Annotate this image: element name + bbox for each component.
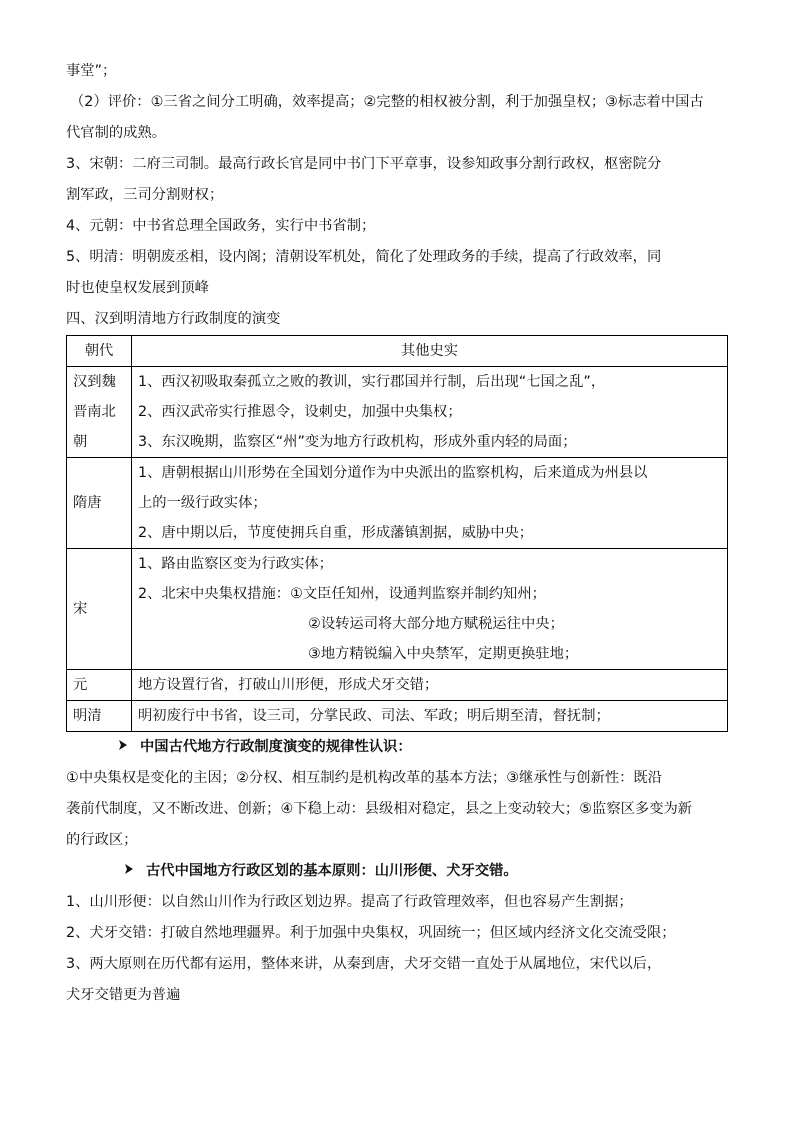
fact-line: 地方设置行省，打破山川形便，形成犬牙交错； <box>138 677 439 693</box>
text-line: 的行政区； <box>66 832 138 848</box>
dynasty-cell: 宋 <box>67 549 132 670</box>
fact-line: 明初废行中书省，设三司，分掌民政、司法、军政；明后期至清，督抚制； <box>138 708 610 724</box>
facts-cell <box>132 701 728 732</box>
text-line: 3、两大原则在历代都有运用，整体来讲，从秦到唐，犬牙交错一直处于从属地位，宋代以后， <box>66 956 662 972</box>
header-dynasty: 朝代 <box>67 336 132 367</box>
fact-line: 1、路由监察区变为行政实体； <box>138 556 333 572</box>
fact-line: 1、西汉初吸取秦孤立之败的教训，实行郡国并行制，后出现“七国之乱”， <box>138 374 606 390</box>
table-row <box>67 670 728 701</box>
section-heading: 四、汉到明清地方行政制度的演变 <box>66 311 281 327</box>
bullet-heading <box>66 732 730 763</box>
table-header-row <box>67 336 728 367</box>
table-row <box>67 458 728 549</box>
text-line: 1、山川形便：以自然山川作为行政区划边界。提高了行政管理效率，但也容易产生割据； <box>66 894 633 910</box>
header-facts: 其他史实 <box>132 336 728 367</box>
fact-line: 1、唐朝根据山川形势在全国划分道作为中央派出的监察机构，后来道成为州县以 <box>138 465 648 481</box>
text-line: 2、犬牙交错：打破自然地理疆界。利于加强中央集权，巩固统一；但区域内经济文化交流受限； <box>66 925 676 941</box>
right-triangle-bullet-icon <box>118 732 140 763</box>
text-line: 3、宋朝：二府三司制。最高行政长官是同中书门下平章事，设参知政事分割行政权，枢密院分 <box>66 156 662 172</box>
facts-cell <box>132 458 728 549</box>
bullet-heading <box>66 856 730 887</box>
text-line: 犬牙交错更为普遍 <box>66 987 181 1003</box>
dynasty-cell: 隋唐 <box>67 458 132 549</box>
right-triangle-bullet-icon <box>124 856 146 887</box>
document-content <box>66 56 730 1011</box>
table-row <box>67 701 728 732</box>
fact-line: 2、北宋中央集权措施：①文臣任知州，设通判监察并制约知州； <box>138 586 546 602</box>
facts-cell <box>132 549 728 670</box>
dynasty-cell: 汉到魏晋南北朝 <box>67 367 132 458</box>
facts-cell <box>132 367 728 458</box>
fact-line: ②设转运司将大部分地方赋税运往中央； <box>308 616 564 632</box>
text-line: ①中央集权是变化的主因；②分权、相互制约是机构改革的基本方法；③继承性与创新性：既沿 <box>66 770 663 786</box>
facts-cell <box>132 670 728 701</box>
text-line: 代官制的成熟。 <box>66 125 167 141</box>
text-line: （2）评价：①三省之间分工明确，效率提高；②完整的相权被分割，利于加强皇权；③标志着中国古 <box>70 94 704 110</box>
text-line: 事堂”； <box>66 63 117 79</box>
fact-line: 3、东汉晚期，监察区“州”变为地方行政机构，形成外重内轻的局面； <box>138 434 577 450</box>
bullet-heading-text: 古代中国地方行政区划的基本原则：山川形便、犬牙交错。 <box>146 863 518 879</box>
dynasty-cell: 元 <box>67 670 132 701</box>
text-line: 割军政，三司分割财权； <box>66 187 224 203</box>
fact-line: 2、西汉武帝实行推恩令，设刺史，加强中央集权； <box>138 404 462 420</box>
history-table <box>66 335 728 732</box>
text-line: 4、元朝：中书省总理全国政务，实行中书省制； <box>66 218 376 234</box>
table-row <box>67 367 728 458</box>
bullet-heading-text: 中国古代地方行政制度演变的规律性认识： <box>140 739 412 755</box>
dynasty-cell: 明清 <box>67 701 132 732</box>
text-line: 时也使皇权发展到顶峰 <box>66 280 209 296</box>
fact-line: 上的一级行政实体； <box>138 495 267 511</box>
table-row <box>67 549 728 670</box>
fact-line: ③地方精锐编入中央禁军，定期更换驻地； <box>308 646 579 662</box>
fact-line: 2、唐中期以后，节度使拥兵自重，形成藩镇割据，威胁中央； <box>138 525 534 541</box>
text-line: 袭前代制度，又不断改进、创新；④下稳上动：县级相对稳定，县之上变动较大；⑤监察区多变为新 <box>66 801 693 817</box>
text-line: 5、明清：明朝废丞相，设内阁；清朝设军机处，简化了处理政务的手续，提高了行政效率，同 <box>66 249 662 265</box>
